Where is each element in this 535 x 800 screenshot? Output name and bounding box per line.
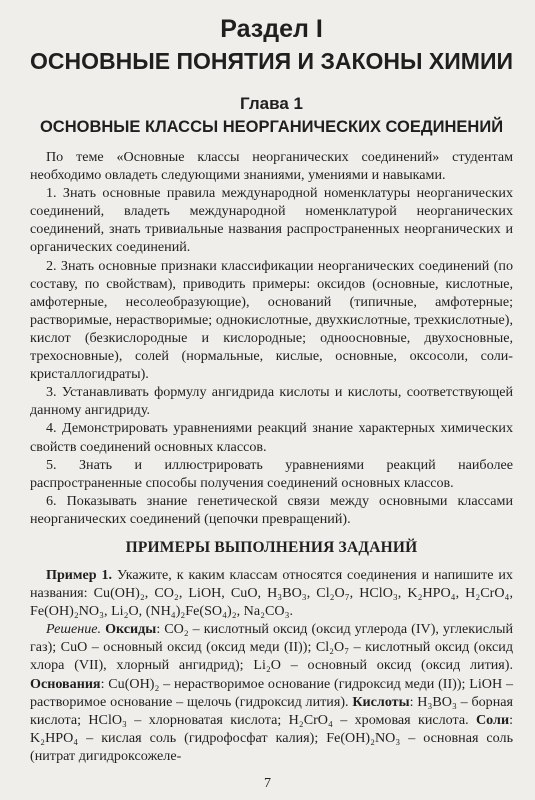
section-subtitle: ОСНОВНЫЕ ПОНЯТИЯ И ЗАКОНЫ ХИМИИ [30,48,514,74]
salts-text: : K₂HPO₄ – кислая соль (гидрофосфат калия); Fe(OH)₂NO₃ – основная соль (нитрат дигидроксожеле- [30,711,513,764]
requirement-item-5: 5. Знать и иллюстрировать уравнениями реакций наиболее распространенные способы получения соединений основных классов. [30,456,513,491]
requirement-item-1: 1. Знать основные правила международной номенклатуры неорганических соединений, владеть международной номенклатурой неорганических соединений, знать тривиальные названия распространенных неорганических и органических соединений. [30,185,513,256]
chapter-title: Глава 1 [240,94,303,113]
requirement-item-6: 6. Показывать знание генетической связи между основными классами неорганических соединений (цепочки превращений). [30,492,513,527]
example-1-text: Укажите, к каким классам относятся соединения и напишите их названия: Cu(OH)₂, CO₂, LiOH, CuO, H₃BO₃, Cl₂O₇, HClO₃, K₂HPO₄, H₂CrO₄, Fe(OH)₂NO₃, Li₂O, (NH₄)₂Fe(SO₄)₂, Na₂CO₃. [30,566,513,620]
section-title: Раздел I [220,15,323,43]
example-1-paragraph [30,566,513,620]
example-1-label: Пример 1. [46,566,113,583]
requirement-item-4: 4. Демонстрировать уравнениями реакций знание характерных химических свойств соединений основных классов. [30,420,513,455]
acids-label: Кислоты [352,693,410,710]
solution-paragraph [30,620,513,765]
intro-paragraph: По теме «Основные классы неорганических соединений» студентам необходимо овладеть следующими знаниями, умениями и навыками. [30,149,513,184]
bases-text: : Cu(OH)₂ – нерастворимое основание (гидроксид меди (II)); LiOH – растворимое основание – щелочь (гидроксид лития). [30,675,513,710]
salts-label: Соли [476,711,510,728]
examples-heading: ПРИМЕРЫ ВЫПОЛНЕНИЯ ЗАДАНИЙ [125,538,418,556]
bases-label: Основания [30,675,101,692]
chapter-subtitle: ОСНОВНЫЕ КЛАССЫ НЕОРГАНИЧЕСКИХ СОЕДИНЕНИЙ [39,118,504,136]
requirement-item-3: 3. Устанавливать формулу ангидрида кислоты и кислоты, соответствующей данному ангидриду. [30,384,513,419]
solution-label: Решение. [46,621,102,638]
page-number: 7 [264,776,271,791]
oxides-label: Оксиды [105,621,157,638]
requirement-item-2: 2. Знать основные признаки классификации неорганических соединений (по составу, по свойствам), приводить примеры: оксидов (основные, кислотные, амфотерные, несолеобразующие), оснований (типичные, амфотерные; растворимые, нерастворимые; однокислотные, двухкислотные, трехкислотные), кислот (безкислородные и кислородные; одноосновные, двухосновные, трехосновные), солей (нормальные, кислые, основные, оксосоли, соли-кристаллогидраты). [30,257,513,383]
oxides-text: : CO₂ – кислотный оксид (оксид углерода (IV), углекислый газ); CuO – основный оксид (оксид меди (II)); Cl₂O₇ – кислотный оксид (оксид хлора (VII), хлорный ангидрид); Li₂O – основный оксид (оксид лития). [30,621,513,674]
acids-text: : H₃BO₃ – борная кислота; HClO₃ – хлорноватая кислота; H₂CrO₄ – хромовая кислота. [30,693,513,728]
